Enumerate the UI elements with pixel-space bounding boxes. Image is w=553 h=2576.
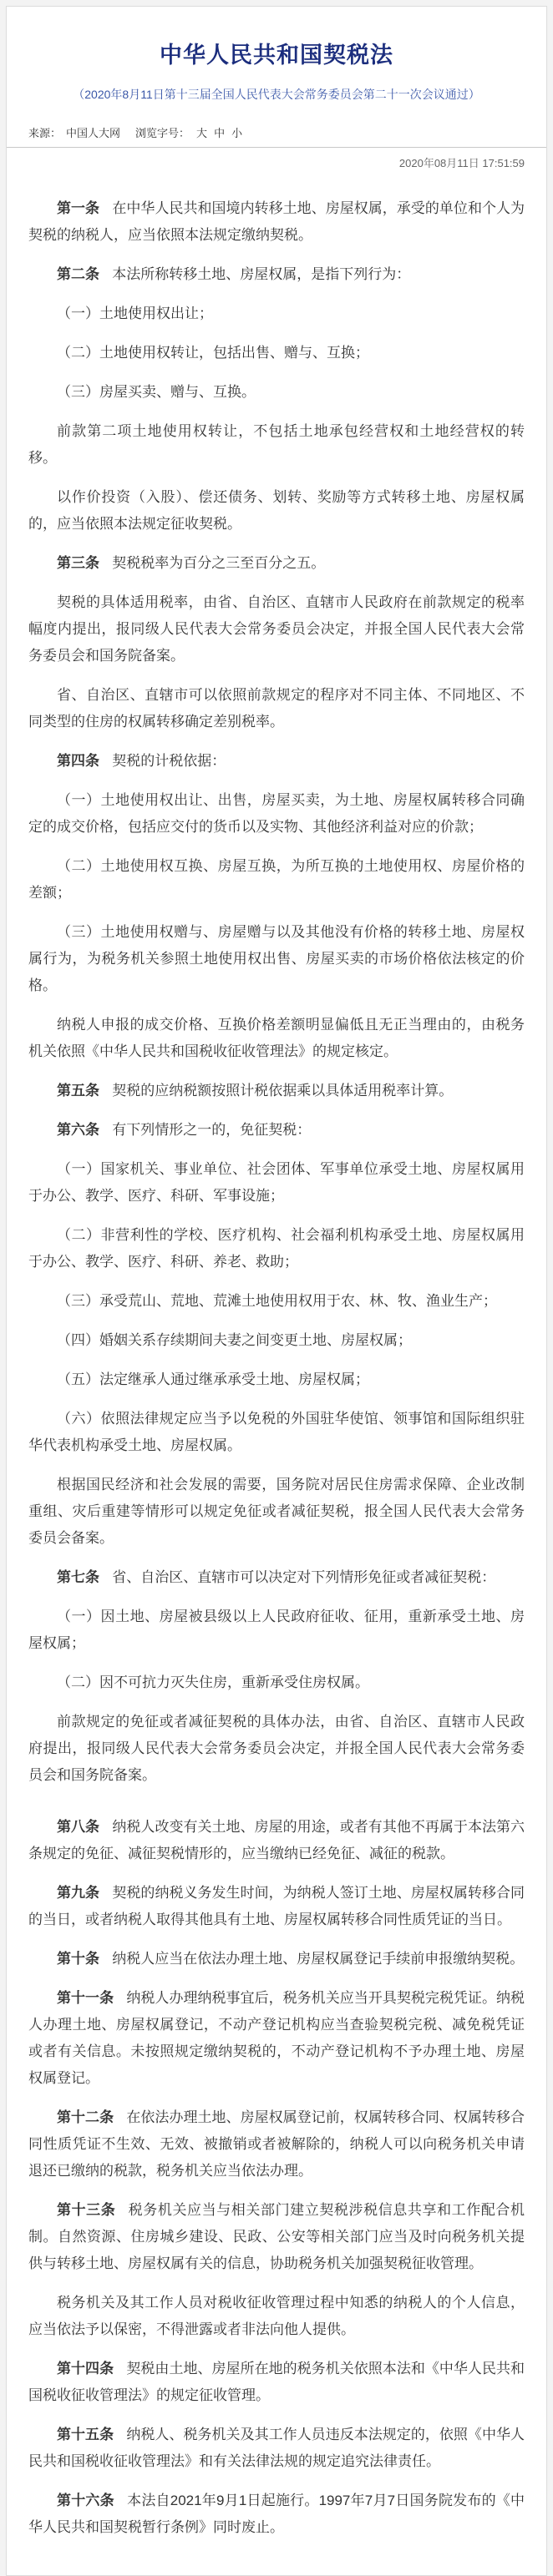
article-number: 第四条 [57,753,99,769]
law-paragraph [28,589,525,669]
law-paragraph [28,301,525,327]
paragraph-text: 契税的应纳税额按照计税依据乘以具体适用税率计算。 [112,1083,454,1099]
paragraph-text: 本法自2021年9月1日起施行。1997年7月7日国务院发布的《中华人民共和国契税暂行条例》同时废止。 [28,2493,525,2535]
article-number: 第七条 [57,1569,99,1585]
article-number: 第十六条 [57,2493,114,2508]
law-article-paragraph [28,1985,525,2092]
paragraph-text: 契税由土地、房屋所在地的税务机关依照本法和《中华人民共和国税收征收管理法》的规定征收管理。 [28,2361,525,2403]
paragraph-text: 纳税人申报的成交价格、互换价格差额明显偏低且无正当理由的，由税务机关依照《中华人民共和国税收征收管理法》的规定核定。 [28,1017,525,1059]
paragraph-text: （五）法定继承人通过继承承受土地、房屋权属； [57,1371,369,1387]
article-number: 第十三条 [57,2202,116,2218]
article-number: 第六条 [57,1122,99,1138]
font-size-label: 浏览字号： [135,127,190,139]
paragraph-text: 前款规定的免征或者减征契税的具体办法，由省、自治区、直辖市人民政府提出，报同级人民代表大会常务委员会决定，并报全国人民代表大会常务委员会和国务院备案。 [28,1714,525,1783]
paragraph-text: 契税的计税依据： [112,753,226,769]
law-article-paragraph [28,195,525,249]
paragraph-text: （三）承受荒山、荒地、荒滩土地使用权用于农、林、牧、渔业生产； [57,1293,497,1309]
law-article-paragraph [28,2356,525,2409]
paragraph-text: 纳税人办理纳税事宜后，税务机关应当开具契税完税凭证。纳税人办理土地、房屋权属登记，不动产登记机构应当查验契税完税、减免税凭证或者有关信息。未按照规定缴纳契税的，不动产登记机构不予办理土地、房屋权属登记。 [28,1990,525,2086]
law-paragraph [28,1327,525,1354]
law-passage-subtitle: （2020年8月11日第十三届全国人民代表大会常务委员会第二十一次会议通过） [73,88,480,101]
paragraph-text: （三）房屋买卖、赠与、互换。 [57,384,256,400]
paragraph-text: 契税的具体适用税率，由省、自治区、直辖市人民政府在前款规定的税率幅度内提出，报同级人民代表大会常务委员会决定，并报全国人民代表大会常务委员会和国务院备案。 [28,594,525,664]
law-paragraph [28,1472,525,1552]
article-number: 第十五条 [57,2427,114,2442]
law-article-paragraph [28,748,525,775]
law-paragraph [28,1406,525,1459]
paragraph-text: （一）国家机关、事业单位、社会团体、军事单位承受土地、房屋权属用于办公、教学、医疗、科研、军事设施； [28,1161,525,1204]
law-article-paragraph [28,2197,525,2277]
paragraph-text: （二）土地使用权互换、房屋互换，为所互换的土地使用权、房屋价格的差额； [28,858,525,901]
paragraph-text: 前款第二项土地使用权转让，不包括土地承包经营权和土地经营权的转移。 [28,423,525,466]
paragraph-text: （二）非营利性的学校、医疗机构、社会福利机构承受土地、房屋权属用于办公、教学、医疗、科研、养老、救助； [28,1227,525,1270]
law-paragraph [28,1366,525,1393]
law-paragraph [28,1222,525,1275]
law-article-paragraph [28,1078,525,1104]
paragraph-text: 纳税人、税务机关及其工作人员违反本法规定的，依照《中华人民共和国税收征收管理法》和有关法律法规的规定追究法律责任。 [28,2427,525,2469]
paragraph-text: 有下列情形之一的，免征契税： [112,1122,312,1138]
law-paragraph [28,1604,525,1657]
article-body [28,195,525,2541]
font-size-small-button[interactable]: 小 [231,127,243,139]
law-paragraph [28,484,525,538]
article-number: 第十条 [57,1951,99,1967]
header-divider [7,147,546,148]
source-link[interactable]: 中国人大网 [66,127,121,139]
font-size-medium-button[interactable]: 中 [214,127,226,139]
paragraph-text: （二）因不可抗力灭失住房，重新承受住房权属。 [57,1674,369,1690]
source-label: 来源： [28,127,62,139]
paragraph-text: （二）土地使用权转让，包括出售、赠与、互换； [57,345,369,361]
law-article-paragraph [28,261,525,288]
law-paragraph [28,682,525,735]
paragraph-text: （一）因土地、房屋被县级以上人民政府征收、征用，重新承受土地、房屋权属； [28,1609,525,1651]
article-number: 第二条 [57,266,99,282]
law-paragraph [28,340,525,366]
paragraph-text: 税务机关应当与相关部门建立契税涉税信息共享和工作配合机制。自然资源、住房城乡建设、民政、公安等相关部门应当及时向税务机关提供与转移土地、房屋权属有关的信息，协助税务机关加强契税征收管理。 [28,2202,525,2271]
paragraph-text: （六）依照法律规定应当予以免税的外国驻华使馆、领事馆和国际组织驻华代表机构承受土地、房屋权属。 [28,1411,525,1453]
law-article-paragraph [28,550,525,577]
law-paragraph [28,1288,525,1315]
law-article-paragraph [28,1117,525,1144]
page-title: 中华人民共和国契税法 [160,43,393,68]
law-paragraph [28,418,525,472]
law-paragraph [28,1709,525,1789]
law-article-paragraph [28,2422,525,2475]
article-number: 第一条 [57,200,100,216]
article-number: 第九条 [57,1885,100,1901]
paragraph-text: 在依法办理土地、房屋权属登记前，权属转移合同、权属转移合同性质凭证不生效、无效、被撤销或者被解除的，纳税人可以向税务机关申请退还已缴纳的税款，税务机关应当依法办理。 [28,2109,525,2179]
law-paragraph [28,853,525,907]
law-article-paragraph [28,1946,525,1972]
article-number: 第八条 [57,1819,100,1835]
article-number: 第十四条 [57,2361,114,2376]
publish-timestamp: 2020年08月11日 17:51:59 [398,157,525,169]
law-paragraph [28,1669,525,1696]
paragraph-text: 在中华人民共和国境内转移土地、房屋权属，承受的单位和个人为契税的纳税人，应当依照本法规定缴纳契税。 [28,200,525,243]
law-article-paragraph [28,2104,525,2185]
paragraph-text: 纳税人改变有关土地、房屋的用途，或者有其他不再属于本法第六条规定的免征、减征契税情形的，应当缴纳已经免征、减征的税款。 [28,1819,525,1861]
law-article-paragraph [28,2488,525,2541]
paragraph-text: 税务机关及其工作人员对税收征收管理过程中知悉的纳税人的个人信息，应当依法予以保密，不得泄露或者非法向他人提供。 [28,2295,525,2337]
article-number: 第三条 [57,555,99,571]
paragraph-text: 省、自治区、直辖市可以依照前款规定的程序对不同主体、不同地区、不同类型的住房的权属转移确定差别税率。 [28,687,525,730]
law-article-paragraph [28,1564,525,1591]
source-meta-row [28,124,525,147]
paragraph-text: （四）婚姻关系存续期间夫妻之间变更土地、房屋权属； [57,1332,412,1348]
paragraph-text: 省、自治区、直辖市可以决定对下列情形免征或者减征契税： [112,1569,496,1585]
article-number: 第十一条 [57,1990,114,2006]
law-document-page [6,6,547,2576]
law-article-paragraph [28,1814,525,1867]
law-paragraph [28,1012,525,1065]
paragraph-text: 以作价投资（入股）、偿还债务、划转、奖励等方式转移土地、房屋权属的，应当依照本法规定征收契税。 [28,489,525,532]
law-article-paragraph [28,1880,525,1933]
paragraph-text: 本法所称转移土地、房屋权属，是指下列行为： [112,266,411,282]
font-size-large-button[interactable]: 大 [196,127,208,139]
paragraph-text: （一）土地使用权出让； [57,306,213,321]
article-number: 第十二条 [57,2109,114,2125]
law-paragraph [28,2290,525,2343]
law-paragraph [28,919,525,999]
paragraph-text: （三）土地使用权赠与、房屋赠与以及其他没有价格的转移土地、房屋权属行为，为税务机关参照土地使用权出售、房屋买卖的市场价格依法核定的价格。 [28,924,525,993]
paragraph-text: 根据国民经济和社会发展的需要，国务院对居民住房需求保障、企业改制重组、灾后重建等情形可以规定免征或者减征契税，报全国人民代表大会常务委员会备案。 [28,1477,525,1546]
paragraph-text: 契税税率为百分之三至百分之五。 [112,555,326,571]
law-paragraph [28,787,525,841]
paragraph-text: （一）土地使用权出让、出售，房屋买卖，为土地、房屋权属转移合同确定的成交价格，包括应交付的货币以及实物、其他经济利益对应的价款； [28,792,525,835]
article-number: 第五条 [57,1083,99,1099]
law-paragraph [28,379,525,406]
paragraph-text: 纳税人应当在依法办理土地、房屋权属登记手续前申报缴纳契税。 [112,1951,525,1967]
law-paragraph [28,1156,525,1210]
paragraph-text: 契税的纳税义务发生时间，为纳税人签订土地、房屋权属转移合同的当日，或者纳税人取得其他具有土地、房屋权属转移合同性质凭证的当日。 [28,1885,525,1927]
